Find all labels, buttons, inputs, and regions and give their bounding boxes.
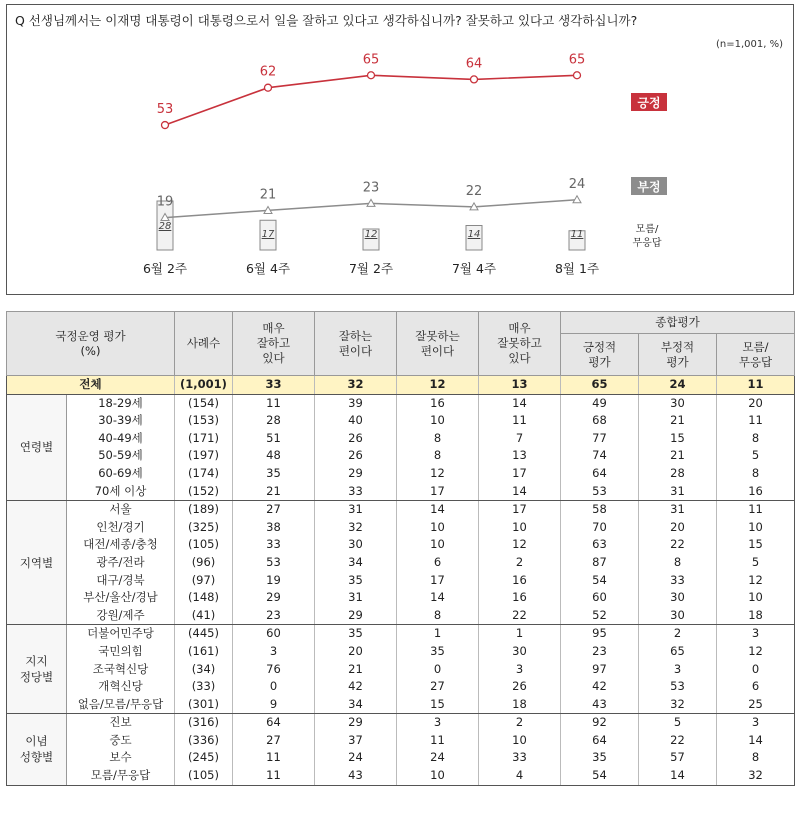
table-cell: (161) <box>175 643 233 661</box>
table-cell: 35 <box>397 643 479 661</box>
table-cell: 19 <box>233 572 315 590</box>
table-cell: 52 <box>561 607 639 625</box>
row-label: 광주/전라 <box>67 554 175 572</box>
table-cell: 12 <box>397 465 479 483</box>
row-label: 보수 <box>67 749 175 767</box>
table-cell: 8 <box>717 749 795 767</box>
table-cell: 3 <box>397 714 479 732</box>
header-positive: 긍정적 평가 <box>561 334 639 376</box>
table-cell: 3 <box>717 625 795 643</box>
table-cell: (154) <box>175 394 233 412</box>
table-cell: 21 <box>639 447 717 465</box>
table-cell: 43 <box>315 767 397 785</box>
table-cell: 5 <box>717 447 795 465</box>
table-cell: 97 <box>561 661 639 679</box>
positive-point <box>574 72 581 79</box>
table-cell: 58 <box>561 501 639 519</box>
table-cell: 70 <box>561 519 639 537</box>
table-cell: 5 <box>717 554 795 572</box>
dk-value-label: 14 <box>467 229 481 240</box>
table-cell: 3 <box>717 714 795 732</box>
table-cell: 10 <box>717 519 795 537</box>
table-cell: 32 <box>315 376 397 395</box>
dk-value-label: 11 <box>570 229 584 240</box>
table-cell: 16 <box>479 572 561 590</box>
table-cell: 8 <box>639 554 717 572</box>
table-cell: 12 <box>479 536 561 554</box>
table-cell: 14 <box>397 589 479 607</box>
table-cell: 30 <box>479 643 561 661</box>
table-cell: 33 <box>315 483 397 501</box>
table-cell: 42 <box>561 678 639 696</box>
table-cell: 14 <box>397 501 479 519</box>
table-cell: 35 <box>315 572 397 590</box>
table-cell: 29 <box>315 714 397 732</box>
table-cell: 2 <box>479 554 561 572</box>
table-cell: 22 <box>639 732 717 750</box>
table-row <box>7 607 795 625</box>
positive-point <box>368 72 375 79</box>
table-cell: 20 <box>315 643 397 661</box>
table-cell: (96) <box>175 554 233 572</box>
x-tick-label: 7월 4주 <box>451 261 497 276</box>
table-cell: 17 <box>397 483 479 501</box>
table-cell: 26 <box>315 430 397 448</box>
table-cell: 26 <box>479 678 561 696</box>
x-tick-label: 8월 1주 <box>554 261 600 276</box>
header-samples: 사례수 <box>175 312 233 376</box>
table-cell: 64 <box>561 465 639 483</box>
table-cell: 0 <box>233 678 315 696</box>
table-cell: 22 <box>639 536 717 554</box>
legend-dk-label-line2: 무응답 <box>632 238 662 249</box>
table-cell: (105) <box>175 536 233 554</box>
table-cell: 8 <box>397 430 479 448</box>
table-cell: 25 <box>717 696 795 714</box>
legend-dk-label-line1: 모름/ <box>635 224 659 235</box>
table-cell: 13 <box>479 447 561 465</box>
table-cell: 54 <box>561 767 639 785</box>
row-label: 대구/경북 <box>67 572 175 590</box>
table-cell: 26 <box>315 447 397 465</box>
table-cell: 18 <box>717 607 795 625</box>
table-cell: 14 <box>479 483 561 501</box>
row-label: 강원/제주 <box>67 607 175 625</box>
table-cell: 53 <box>639 678 717 696</box>
table-cell: 57 <box>639 749 717 767</box>
row-label: 대전/세종/충청 <box>67 536 175 554</box>
row-label: 모름/무응답 <box>67 767 175 785</box>
table-cell: 37 <box>315 732 397 750</box>
table-cell: 21 <box>233 483 315 501</box>
table-cell: 8 <box>397 607 479 625</box>
table-cell: 31 <box>639 501 717 519</box>
negative-value-label: 24 <box>568 176 586 192</box>
table-cell: 22 <box>479 607 561 625</box>
table-row <box>7 589 795 607</box>
table-cell: 8 <box>717 465 795 483</box>
table-cell: 60 <box>233 625 315 643</box>
table-cell: (171) <box>175 430 233 448</box>
table-cell: 17 <box>479 501 561 519</box>
question-text: Q 선생님께서는 이재명 대통령이 대통령으로서 일을 잘하고 있다고 생각하십니까? 잘못하고 있다고 생각하십니까? <box>15 13 638 28</box>
table-row <box>7 554 795 572</box>
table-row <box>7 572 795 590</box>
table-cell: 76 <box>233 661 315 679</box>
table-cell: 6 <box>717 678 795 696</box>
header-evaluation: 국정운영 평가 (%) <box>7 312 175 376</box>
table-row <box>7 767 795 785</box>
table-cell: 42 <box>315 678 397 696</box>
table-cell: (34) <box>175 661 233 679</box>
x-tick-label: 6월 2주 <box>142 261 188 276</box>
table-cell: 11 <box>233 767 315 785</box>
table-cell: 11 <box>717 412 795 430</box>
table-cell: 15 <box>717 536 795 554</box>
positive-series-line <box>165 75 577 125</box>
table-cell: 15 <box>639 430 717 448</box>
trend-chart <box>7 5 793 294</box>
positive-value-label: 62 <box>259 64 277 80</box>
row-label: 18-29세 <box>67 394 175 412</box>
table-cell: 60 <box>561 589 639 607</box>
row-label: 없음/모름/무응답 <box>67 696 175 714</box>
row-label: 70세 이상 <box>67 483 175 501</box>
table-cell: 51 <box>233 430 315 448</box>
table-cell: 92 <box>561 714 639 732</box>
table-cell: (148) <box>175 589 233 607</box>
table-cell: 1 <box>397 625 479 643</box>
table-cell: 32 <box>315 519 397 537</box>
row-label: 30-39세 <box>67 412 175 430</box>
table-cell: (174) <box>175 465 233 483</box>
table-cell: 34 <box>315 554 397 572</box>
table-cell: 40 <box>315 412 397 430</box>
x-tick-label: 7월 2주 <box>348 261 394 276</box>
table-row <box>7 447 795 465</box>
row-label: 인천/경기 <box>67 519 175 537</box>
negative-value-label: 19 <box>156 194 174 210</box>
table-cell: 30 <box>639 394 717 412</box>
table-cell: (97) <box>175 572 233 590</box>
table-row <box>7 696 795 714</box>
table-row <box>7 519 795 537</box>
table-cell: 6 <box>397 554 479 572</box>
table-cell: 34 <box>315 696 397 714</box>
table-cell: 39 <box>315 394 397 412</box>
table-cell: 30 <box>315 536 397 554</box>
table-cell: 10 <box>479 732 561 750</box>
table-cell: 33 <box>479 749 561 767</box>
table-cell: 28 <box>233 412 315 430</box>
table-cell: 11 <box>717 376 795 395</box>
table-cell: 0 <box>397 661 479 679</box>
table-cell: 13 <box>479 376 561 395</box>
header-bad: 잘못하는 편이다 <box>397 312 479 376</box>
table-cell: 2 <box>479 714 561 732</box>
table-cell: 11 <box>233 394 315 412</box>
table-cell: 23 <box>561 643 639 661</box>
table-cell: 28 <box>639 465 717 483</box>
table-cell: 4 <box>479 767 561 785</box>
table-cell: 53 <box>233 554 315 572</box>
legend-negative-label: 부정 <box>637 180 661 194</box>
table-row <box>7 412 795 430</box>
table-cell: 10 <box>717 589 795 607</box>
table-cell: 53 <box>561 483 639 501</box>
table-cell: 23 <box>233 607 315 625</box>
table-cell: 29 <box>315 607 397 625</box>
table-cell: 11 <box>479 412 561 430</box>
table-cell: 77 <box>561 430 639 448</box>
header-summary-group: 종합평가 <box>561 312 795 334</box>
header-dk: 모름/ 무응답 <box>717 334 795 376</box>
table-cell: (105) <box>175 767 233 785</box>
table-cell: 35 <box>233 465 315 483</box>
row-label: 50-59세 <box>67 447 175 465</box>
table-cell: 27 <box>233 732 315 750</box>
table-cell: 87 <box>561 554 639 572</box>
table-cell: 21 <box>315 661 397 679</box>
table-cell: 17 <box>479 465 561 483</box>
positive-value-label: 65 <box>568 52 586 68</box>
positive-value-label: 53 <box>156 102 174 118</box>
group-label: 지역별 <box>7 501 67 625</box>
table-cell: (197) <box>175 447 233 465</box>
table-cell: 31 <box>315 589 397 607</box>
table-cell: 24 <box>639 376 717 395</box>
row-label: 부산/울산/경남 <box>67 589 175 607</box>
table-row <box>7 732 795 750</box>
table-cell: 31 <box>639 483 717 501</box>
positive-value-label: 65 <box>362 52 380 68</box>
table-cell: (301) <box>175 696 233 714</box>
table-cell: (245) <box>175 749 233 767</box>
row-label: 중도 <box>67 732 175 750</box>
dk-value-label: 17 <box>261 229 275 240</box>
table-cell: 27 <box>397 678 479 696</box>
table-cell: 15 <box>397 696 479 714</box>
table-cell: (1,001) <box>175 376 233 395</box>
negative-value-label: 21 <box>259 187 277 203</box>
table-cell: 10 <box>397 767 479 785</box>
table-cell: 3 <box>233 643 315 661</box>
table-cell: 11 <box>233 749 315 767</box>
table-cell: 32 <box>717 767 795 785</box>
table-cell: 68 <box>561 412 639 430</box>
sample-note: (n=1,001, %) <box>715 39 783 50</box>
table-cell: 74 <box>561 447 639 465</box>
header-very-good: 매우 잘하고 있다 <box>233 312 315 376</box>
table-cell: 65 <box>639 643 717 661</box>
table-cell: 33 <box>639 572 717 590</box>
table-row <box>7 714 795 732</box>
table-cell: (316) <box>175 714 233 732</box>
table-row <box>7 430 795 448</box>
table-cell: 16 <box>479 589 561 607</box>
negative-value-label: 22 <box>465 183 483 199</box>
table-cell: 14 <box>639 767 717 785</box>
table-cell: 10 <box>397 519 479 537</box>
table-cell: 33 <box>233 376 315 395</box>
group-label: 지지 정당별 <box>7 625 67 714</box>
dk-value-label: 28 <box>158 221 172 232</box>
legend-positive-label: 긍정 <box>637 96 661 110</box>
table-cell: 64 <box>561 732 639 750</box>
table-cell: 11 <box>717 501 795 519</box>
table-cell: 29 <box>315 465 397 483</box>
group-label: 연령별 <box>7 394 67 501</box>
table-cell: 21 <box>639 412 717 430</box>
row-label: 서울 <box>67 501 175 519</box>
table-cell: 31 <box>315 501 397 519</box>
table-cell: 20 <box>639 519 717 537</box>
table-cell: 63 <box>561 536 639 554</box>
positive-point <box>471 76 478 83</box>
table-row-total <box>7 376 795 395</box>
positive-point <box>265 84 272 91</box>
positive-value-label: 64 <box>465 56 483 72</box>
table-row <box>7 465 795 483</box>
row-label: 개혁신당 <box>67 678 175 696</box>
table-cell: 11 <box>397 732 479 750</box>
table-cell: 14 <box>479 394 561 412</box>
table-cell: (445) <box>175 625 233 643</box>
table-cell: 64 <box>233 714 315 732</box>
row-label: 조국혁신당 <box>67 661 175 679</box>
table-row <box>7 394 795 412</box>
table-cell: 3 <box>479 661 561 679</box>
table-cell: 24 <box>397 749 479 767</box>
positive-point <box>162 122 169 129</box>
table-cell: 9 <box>233 696 315 714</box>
table-cell: 18 <box>479 696 561 714</box>
header-good: 잘하는 편이다 <box>315 312 397 376</box>
x-tick-label: 6월 4주 <box>245 261 291 276</box>
table-cell: 27 <box>233 501 315 519</box>
table-cell: 16 <box>717 483 795 501</box>
table-row <box>7 749 795 767</box>
table-cell: 12 <box>397 376 479 395</box>
table-cell: 43 <box>561 696 639 714</box>
table-cell: 12 <box>717 572 795 590</box>
table-cell: 35 <box>315 625 397 643</box>
table-cell: 17 <box>397 572 479 590</box>
table-row <box>7 661 795 679</box>
table-cell: 2 <box>639 625 717 643</box>
chart-panel <box>6 4 794 295</box>
table-cell: 8 <box>397 447 479 465</box>
table-cell: (152) <box>175 483 233 501</box>
table-cell: 48 <box>233 447 315 465</box>
table-cell: (33) <box>175 678 233 696</box>
row-label: 전체 <box>7 376 175 395</box>
table-cell: 1 <box>479 625 561 643</box>
table-cell: 49 <box>561 394 639 412</box>
row-label: 진보 <box>67 714 175 732</box>
table-row <box>7 536 795 554</box>
row-label: 더불어민주당 <box>67 625 175 643</box>
table-cell: 30 <box>639 607 717 625</box>
table-cell: 10 <box>397 412 479 430</box>
table-cell: 14 <box>717 732 795 750</box>
table-cell: (153) <box>175 412 233 430</box>
table-cell: 29 <box>233 589 315 607</box>
table-cell: (336) <box>175 732 233 750</box>
table-cell: 24 <box>315 749 397 767</box>
table-cell: 12 <box>717 643 795 661</box>
table-cell: 65 <box>561 376 639 395</box>
table-cell: 38 <box>233 519 315 537</box>
table-cell: 0 <box>717 661 795 679</box>
table-cell: (189) <box>175 501 233 519</box>
header-negative: 부정적 평가 <box>639 334 717 376</box>
table-cell: 35 <box>561 749 639 767</box>
header-very-bad: 매우 잘못하고 있다 <box>479 312 561 376</box>
table-cell: (41) <box>175 607 233 625</box>
table-cell: 32 <box>639 696 717 714</box>
row-label: 국민의힘 <box>67 643 175 661</box>
table-cell: 20 <box>717 394 795 412</box>
table-row <box>7 643 795 661</box>
table-cell: 5 <box>639 714 717 732</box>
table-cell: 10 <box>479 519 561 537</box>
table-row <box>7 501 795 519</box>
crosstab-table <box>6 311 794 786</box>
negative-value-label: 23 <box>362 180 380 196</box>
table-row <box>7 483 795 501</box>
row-label: 40-49세 <box>67 430 175 448</box>
table-cell: 8 <box>717 430 795 448</box>
row-label: 60-69세 <box>67 465 175 483</box>
dk-value-label: 12 <box>364 229 378 240</box>
table-cell: 30 <box>639 589 717 607</box>
table-cell: 16 <box>397 394 479 412</box>
group-label: 이념 성향별 <box>7 714 67 785</box>
table-cell: 10 <box>397 536 479 554</box>
table-cell: 33 <box>233 536 315 554</box>
table-cell: 54 <box>561 572 639 590</box>
table-cell: 7 <box>479 430 561 448</box>
table-cell: (325) <box>175 519 233 537</box>
table-row <box>7 678 795 696</box>
table-row <box>7 625 795 643</box>
table-cell: 95 <box>561 625 639 643</box>
table-cell: 3 <box>639 661 717 679</box>
